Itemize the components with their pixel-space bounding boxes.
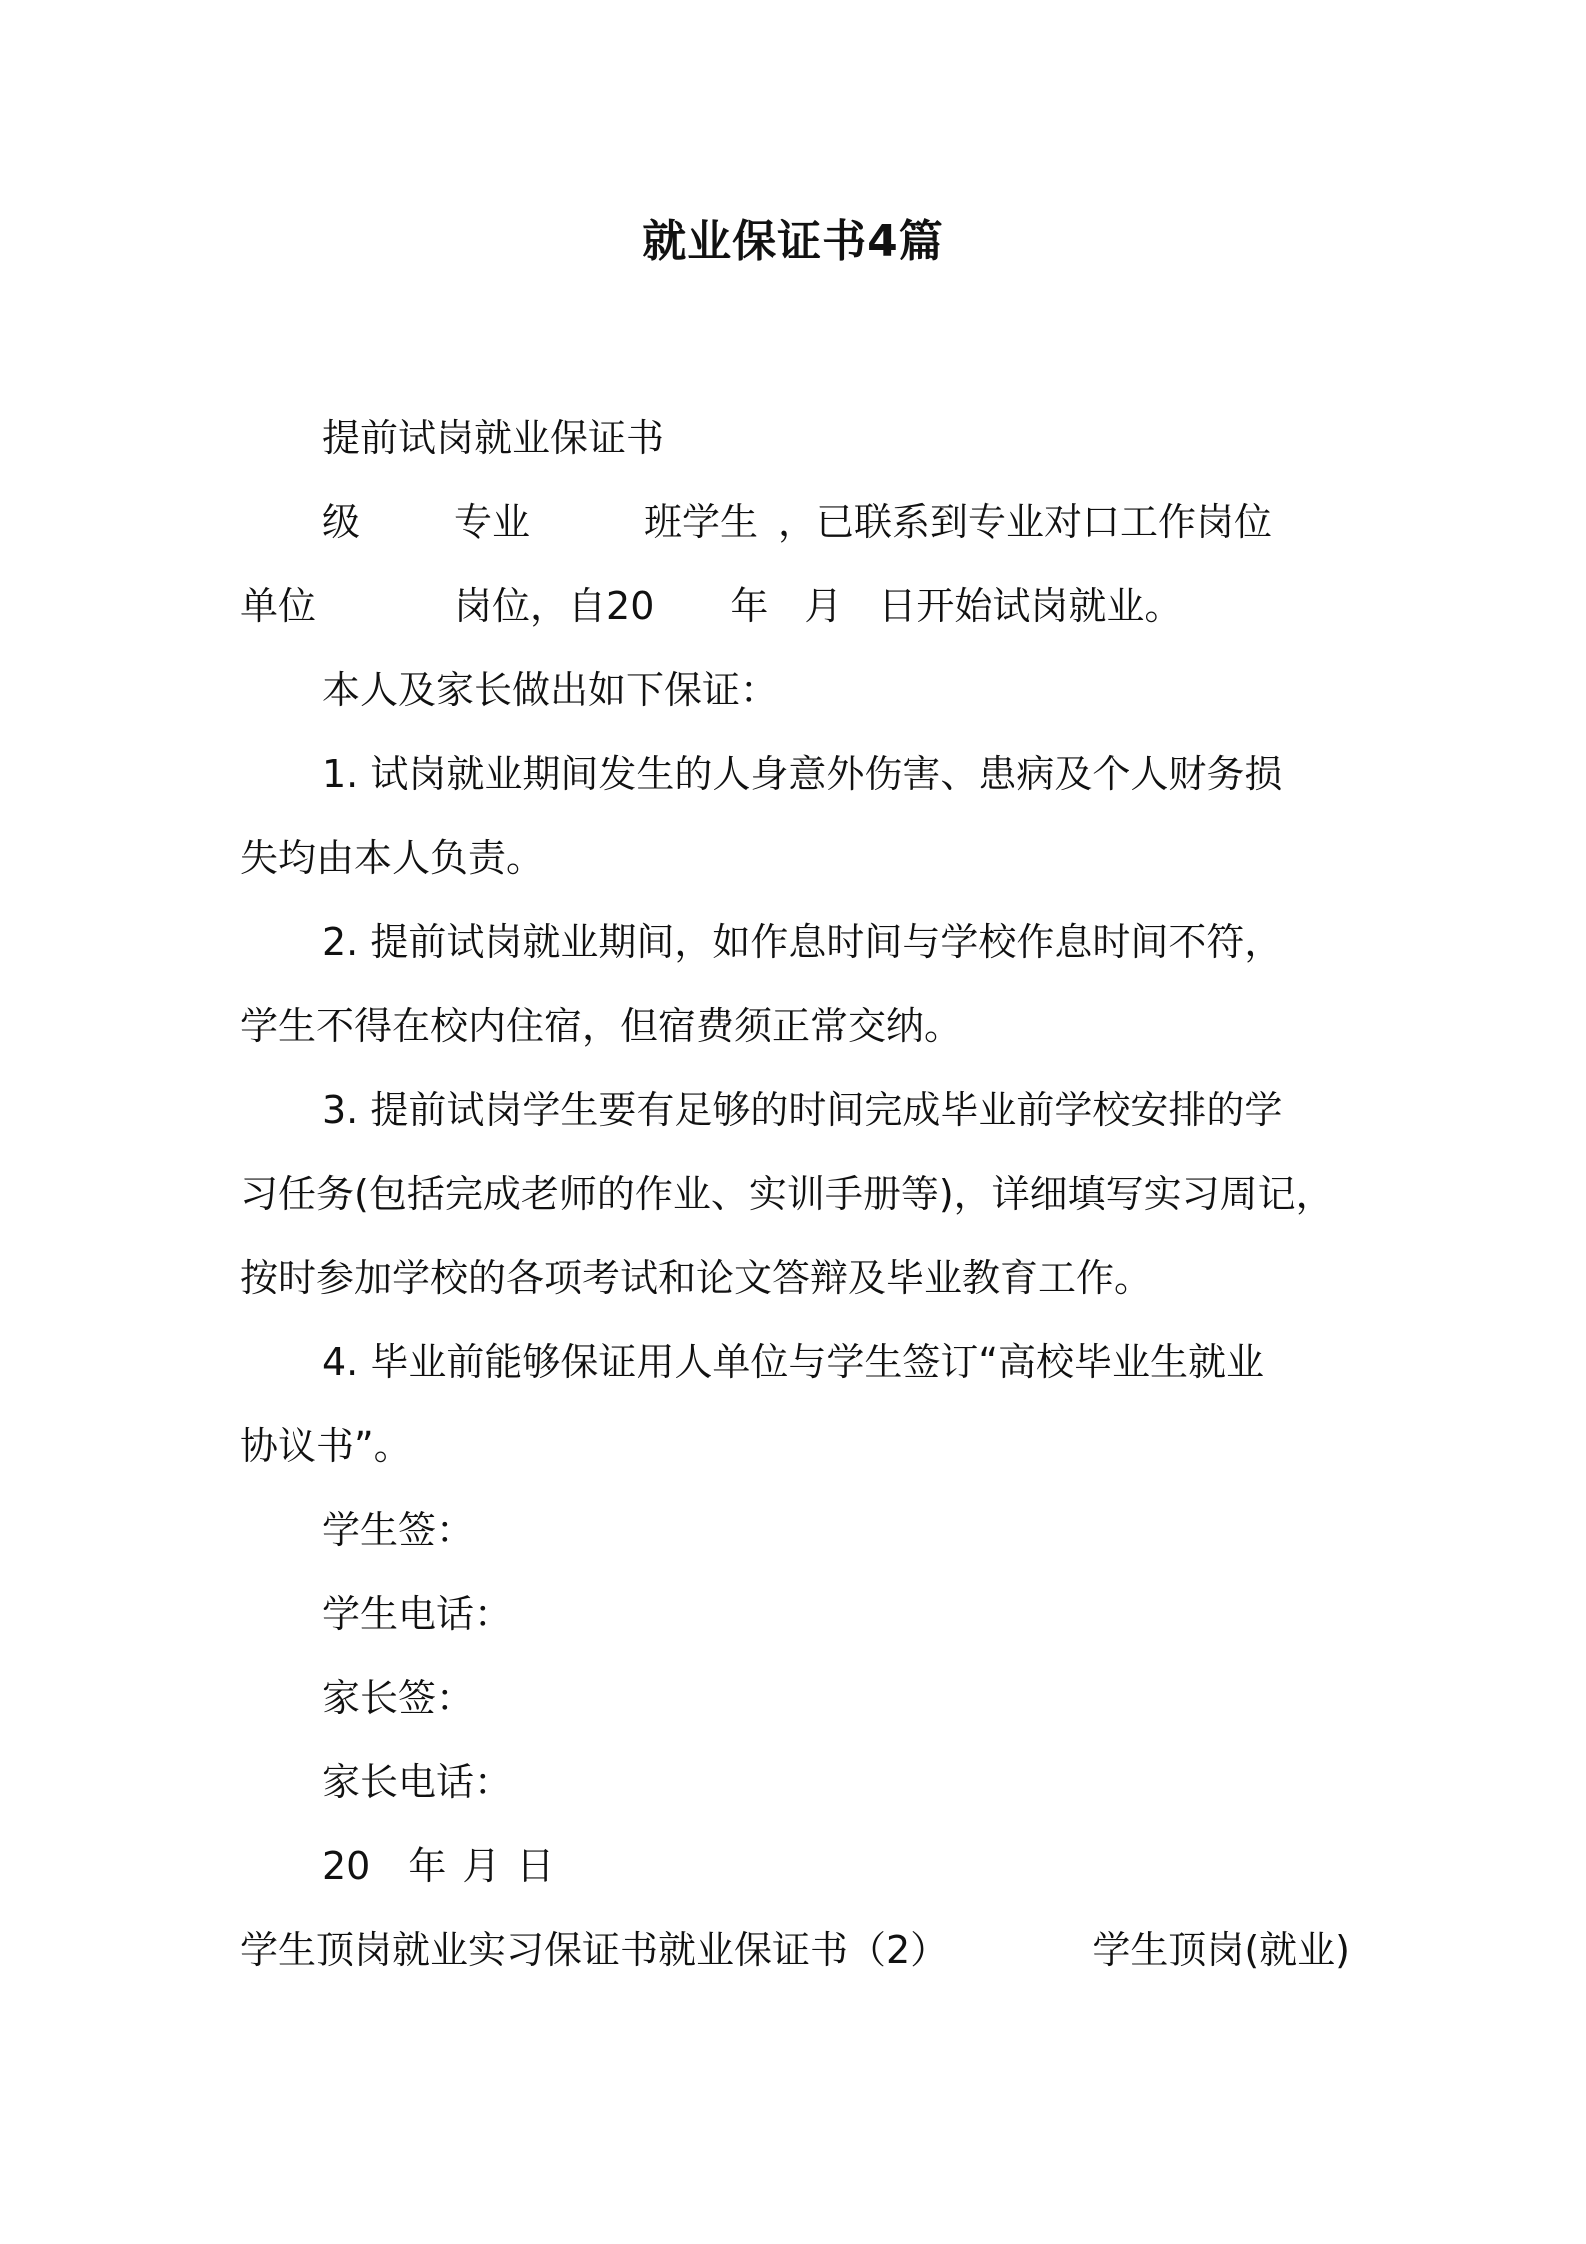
parent-sign-label: 家长签： bbox=[322, 1676, 475, 1720]
student-sign-label: 学生签： bbox=[322, 1508, 475, 1552]
date-year-prefix: 20 bbox=[322, 1844, 371, 1888]
intro-grade: 级 bbox=[322, 500, 361, 544]
intro-major: 专业 bbox=[454, 500, 531, 544]
pledge-intro: 本人及家长做出如下保证： bbox=[322, 668, 779, 712]
intro-position: 岗位，自20 bbox=[454, 584, 655, 628]
footer-left: 学生顶岗就业实习保证书就业保证书（2） bbox=[240, 1928, 949, 1972]
item-3-line-1: 3. 提前试岗学生要有足够的时间完成毕业前学校安排的学 bbox=[322, 1088, 1283, 1132]
intro-unit: 单位 bbox=[240, 584, 317, 628]
document-title: 就业保证书4篇 bbox=[642, 216, 944, 267]
student-phone-label: 学生电话： bbox=[322, 1592, 513, 1636]
intro-day: 日开始试岗就业。 bbox=[878, 584, 1183, 628]
item-3-line-3: 按时参加学校的各项考试和论文答辩及毕业教育工作。 bbox=[240, 1256, 1153, 1300]
intro-class: 班学生 bbox=[644, 500, 759, 544]
footer-right: 学生顶岗(就业) bbox=[1092, 1928, 1350, 1972]
item-3-line-2: 习任务(包括完成老师的作业、实训手册等)，详细填写实习周记， bbox=[240, 1172, 1334, 1216]
intro-year: 年 bbox=[730, 584, 769, 628]
date-day: 日 bbox=[516, 1844, 555, 1888]
parent-phone-label: 家长电话： bbox=[322, 1760, 513, 1804]
footer-line bbox=[240, 1922, 1350, 1978]
intro-month: 月 bbox=[804, 584, 843, 628]
date-year: 年 bbox=[408, 1844, 447, 1888]
item-2-line-1: 2. 提前试岗就业期间，如作息时间与学校作息时间不符， bbox=[322, 920, 1283, 964]
item-1-line-1: 1. 试岗就业期间发生的人身意外伤害、患病及个人财务损 bbox=[322, 752, 1283, 796]
intro-line-1 bbox=[322, 494, 1350, 550]
date-line bbox=[322, 1838, 1350, 1894]
intro-contact: ，已联系到专业对口工作岗位 bbox=[778, 500, 1273, 544]
subtitle: 提前试岗就业保证书 bbox=[322, 416, 665, 460]
intro-line-2 bbox=[240, 578, 1350, 634]
item-4-line-2: 协议书”。 bbox=[240, 1424, 412, 1468]
item-2-line-2: 学生不得在校内住宿，但宿费须正常交纳。 bbox=[240, 1004, 963, 1048]
date-month: 月 bbox=[462, 1844, 501, 1888]
item-1-line-2: 失均由本人负责。 bbox=[240, 836, 545, 880]
item-4-line-1: 4. 毕业前能够保证用人单位与学生签订“高校毕业生就业 bbox=[322, 1340, 1265, 1384]
